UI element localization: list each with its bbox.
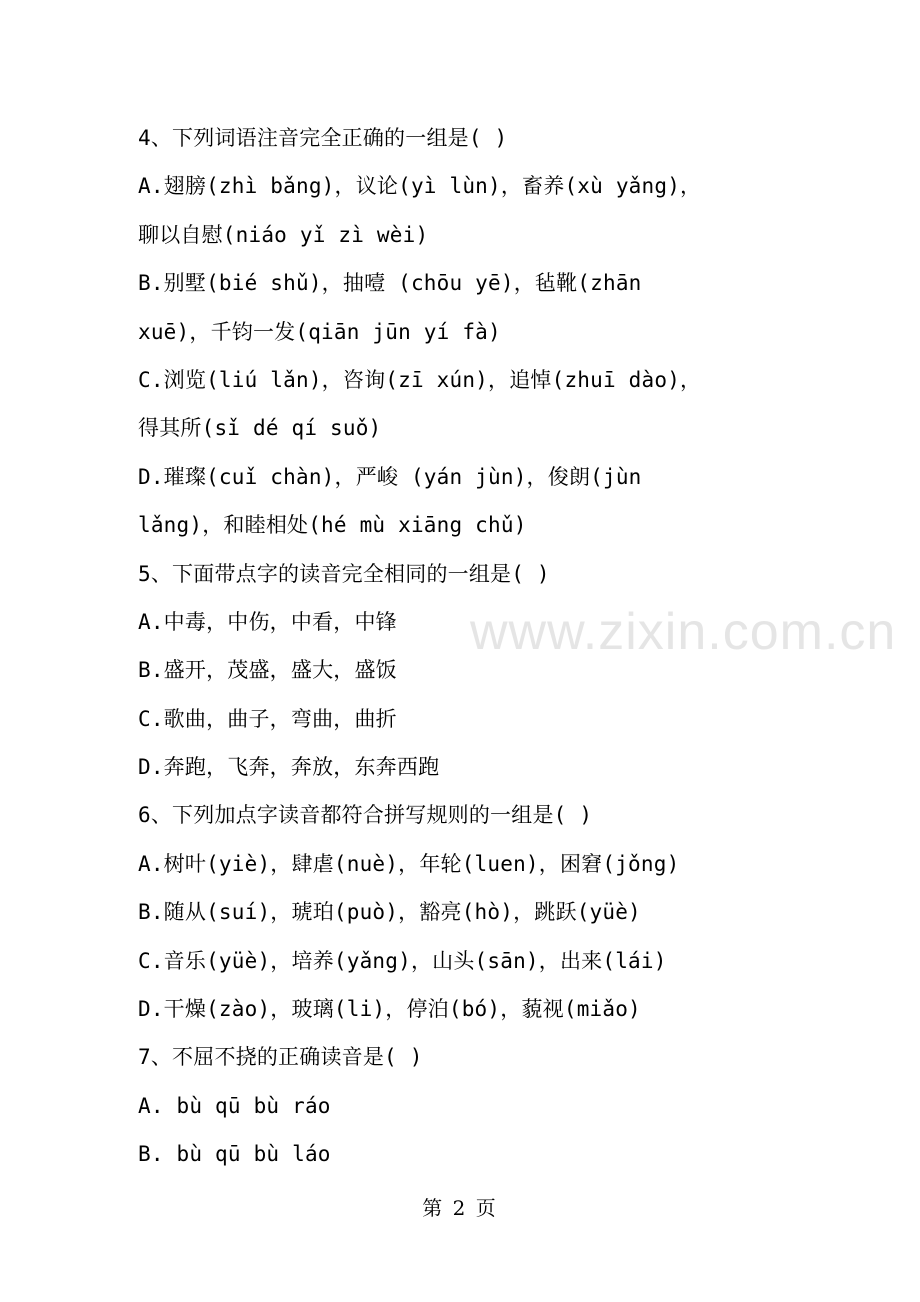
- question-5-stem: 5、下面带点字的读音完全相同的一组是( ): [138, 561, 550, 586]
- question-6-option-c: C.音乐(yüè)，培养(yǎng)，山头(sān)，出来(lái): [138, 948, 667, 973]
- question-7-option-a: A. bù qū bù ráo: [138, 1093, 331, 1118]
- page-number-footer: 第 2 页: [422, 1196, 498, 1220]
- question-6-option-d: D.干燥(zào)，玻璃(li)，停泊(bó)，藐视(miǎo): [138, 997, 641, 1022]
- page-content: [138, 114, 798, 1179]
- question-5-option-d: D.奔跑，飞奔，奔放，东奔西跑: [138, 755, 440, 780]
- question-5-option-b: B.盛开，茂盛，盛大，盛饭: [138, 658, 397, 683]
- question-4-option-a-continued: 聊以自慰(niáo yǐ zì wèi): [138, 222, 429, 247]
- question-5-option-a: A.中毒，中伤，中看，中锋: [138, 609, 397, 634]
- question-4-stem: 4、下列词语注音完全正确的一组是( ): [138, 126, 508, 150]
- question-4-option-d: D.璀璨(cuǐ chàn)，严峻 (yán jùn)，俊朗(jùn: [138, 464, 642, 489]
- question-7-option-b: B. bù qū bù láo: [138, 1142, 331, 1167]
- question-4-option-c: C.浏览(liú lǎn)，咨询(zī xún)，追悼(zhuī dào)，: [138, 367, 702, 392]
- question-4-option-a: A.翅膀(zhì bǎng)，议论(yì lùn)，畜养(xù yǎng)，: [138, 174, 702, 199]
- question-6-stem: 6、下列加点字读音都符合拼写规则的一组是( ): [138, 803, 593, 828]
- question-5-option-c: C.歌曲，曲子，弯曲，曲折: [138, 706, 397, 731]
- question-7-stem: 7、不屈不挠的正确读音是( ): [138, 1045, 423, 1070]
- watermark: www.zixin.com.cn: [470, 603, 897, 661]
- question-4-option-d-continued: lǎng)，和睦相处(hé mù xiāng chǔ): [138, 513, 527, 538]
- question-4-option-b-continued: xuē)，千钧一发(qiān jūn yí fà): [138, 319, 501, 344]
- question-6-option-a: A.树叶(yiè)，肆虐(nuè)，年轮(luen)，困窘(jǒng): [138, 851, 680, 876]
- question-4-option-c-continued: 得其所(sǐ dé qí suǒ): [138, 416, 382, 441]
- question-4-option-b: B.别墅(bié shǔ)，抽噎 (chōu yē)，毡靴(zhān: [138, 271, 642, 296]
- question-6-option-b: B.随从(suí)，琥珀(può)，豁亮(hò)，跳跃(yüè): [138, 900, 641, 925]
